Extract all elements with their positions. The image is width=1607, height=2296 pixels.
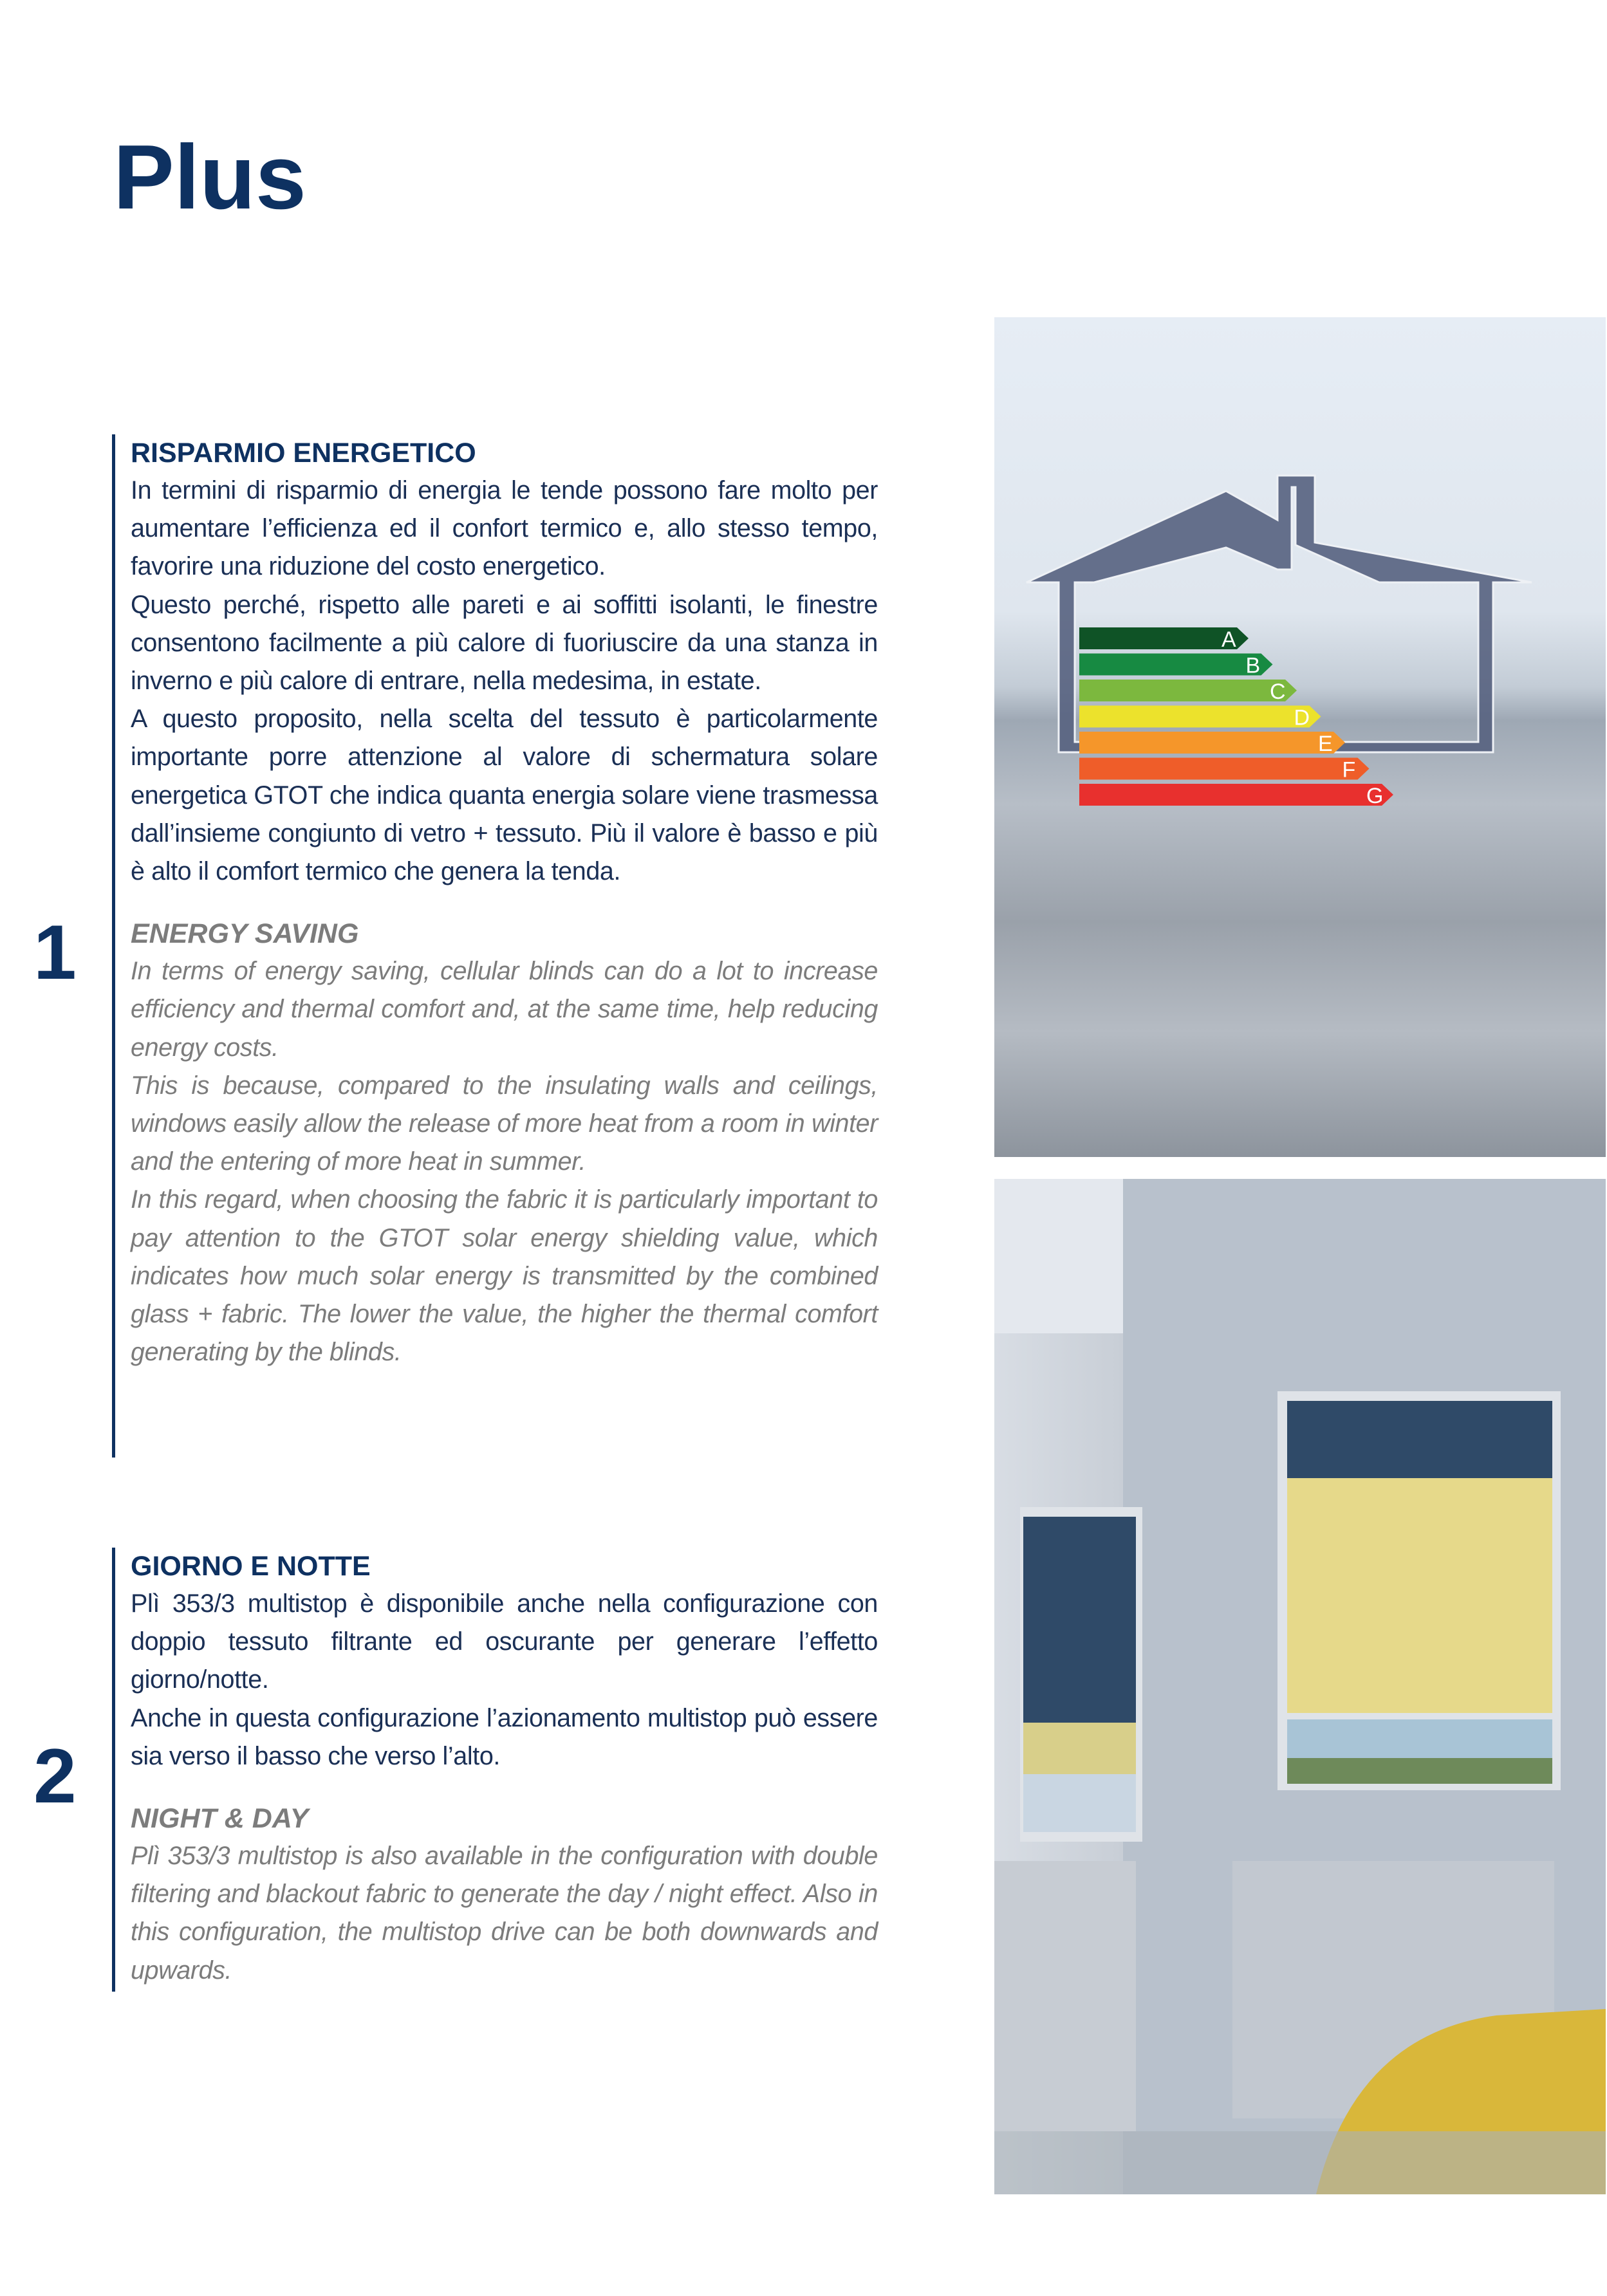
energy-class-bar — [1079, 732, 1345, 754]
paragraph-it: Plì 353/3 multistop è disponibile anche nella configurazione con doppio tessuto filtrante ed oscurante per generare l’effetto giorno/notte. — [131, 1589, 878, 1694]
energy-class-label: D — [1294, 705, 1310, 730]
energy-class-label: C — [1270, 680, 1286, 704]
paragraph-it: Anche in questa configurazione l’azionamento multistop può essere sia verso il basso che verso l’alto. — [131, 1703, 878, 1770]
section-night-day — [112, 1548, 878, 1992]
paragraph-en: In this regard, when choosing the fabric it is particularly important to pay attention to the GTOT solar energy shielding value, which indicates how much solar energy is transmitted by the combined glass + fabric. The lower the value, the higher the thermal comfort generating by the blinds. — [131, 1185, 878, 1367]
paragraph-en: This is because, compared to the insulating walls and ceilings, windows easily allow the release of more heat from a room in winter and the entering of more heat in summer. — [131, 1071, 878, 1176]
section-heading-en: NIGHT & DAY — [131, 1803, 309, 1835]
paragraph-en: Plì 353/3 multistop is also available in the configuration with double filtering and blackout fabric to generate the day / night effect. Also in this configuration, the multistop drive can be both downwards and upwards. — [131, 1842, 878, 1985]
energy-class-label: A — [1222, 627, 1236, 652]
section-energy-saving — [112, 434, 878, 1458]
energy-class-label: B — [1245, 653, 1261, 678]
energy-class-bar — [1079, 758, 1370, 780]
page-title: Plus — [113, 126, 306, 228]
energy-class-bar — [1079, 784, 1393, 806]
paragraph-en: In terms of energy saving, cellular blinds can do a lot to increase efficiency and thermal comfort and, at the same time, help reducing energy costs. — [131, 957, 878, 1062]
house-energy-icon — [994, 317, 1606, 1157]
window-blinds-photo — [994, 1179, 1606, 2194]
section-number: 2 — [33, 1733, 77, 1819]
paragraph-it: Questo perché, rispetto alle pareti e ai soffitti isolanti, le finestre consentono facilmente a più calore di fuoriuscire da una stanza in inverno e più calore di entrare, nella medesima, in estate. — [131, 590, 878, 696]
paragraph-it: In termini di risparmio di energia le tende possono fare molto per aumentare l’efficienza ed il confort termico e, allo stesso tempo, favorire una riduzione del costo energetico. — [131, 476, 878, 581]
room-illustration — [994, 1179, 1606, 2194]
energy-class-label: G — [1366, 784, 1384, 808]
section-heading-en: ENERGY SAVING — [131, 918, 359, 950]
energy-label-beach-photo — [994, 317, 1606, 1157]
energy-class-bar — [1079, 706, 1321, 728]
section-heading-it: RISPARMIO ENERGETICO — [131, 438, 476, 468]
energy-class-label: E — [1318, 732, 1333, 756]
section-number: 1 — [33, 909, 77, 995]
energy-class-label: F — [1342, 757, 1356, 782]
section-heading-it: GIORNO E NOTTE — [131, 1551, 371, 1582]
energy-class-bar — [1079, 654, 1273, 676]
paragraph-it: A questo proposito, nella scelta del tessuto è particolarmente importante porre attenzione al valore di schermatura solare energetica GTOT che indica quanta energia solare viene trasmessa dall’insieme congiunto di vetro + tessuto. Più il valore è basso e più è alto il comfort termico che genera la tenda. — [131, 705, 878, 886]
energy-class-bar — [1079, 680, 1297, 701]
